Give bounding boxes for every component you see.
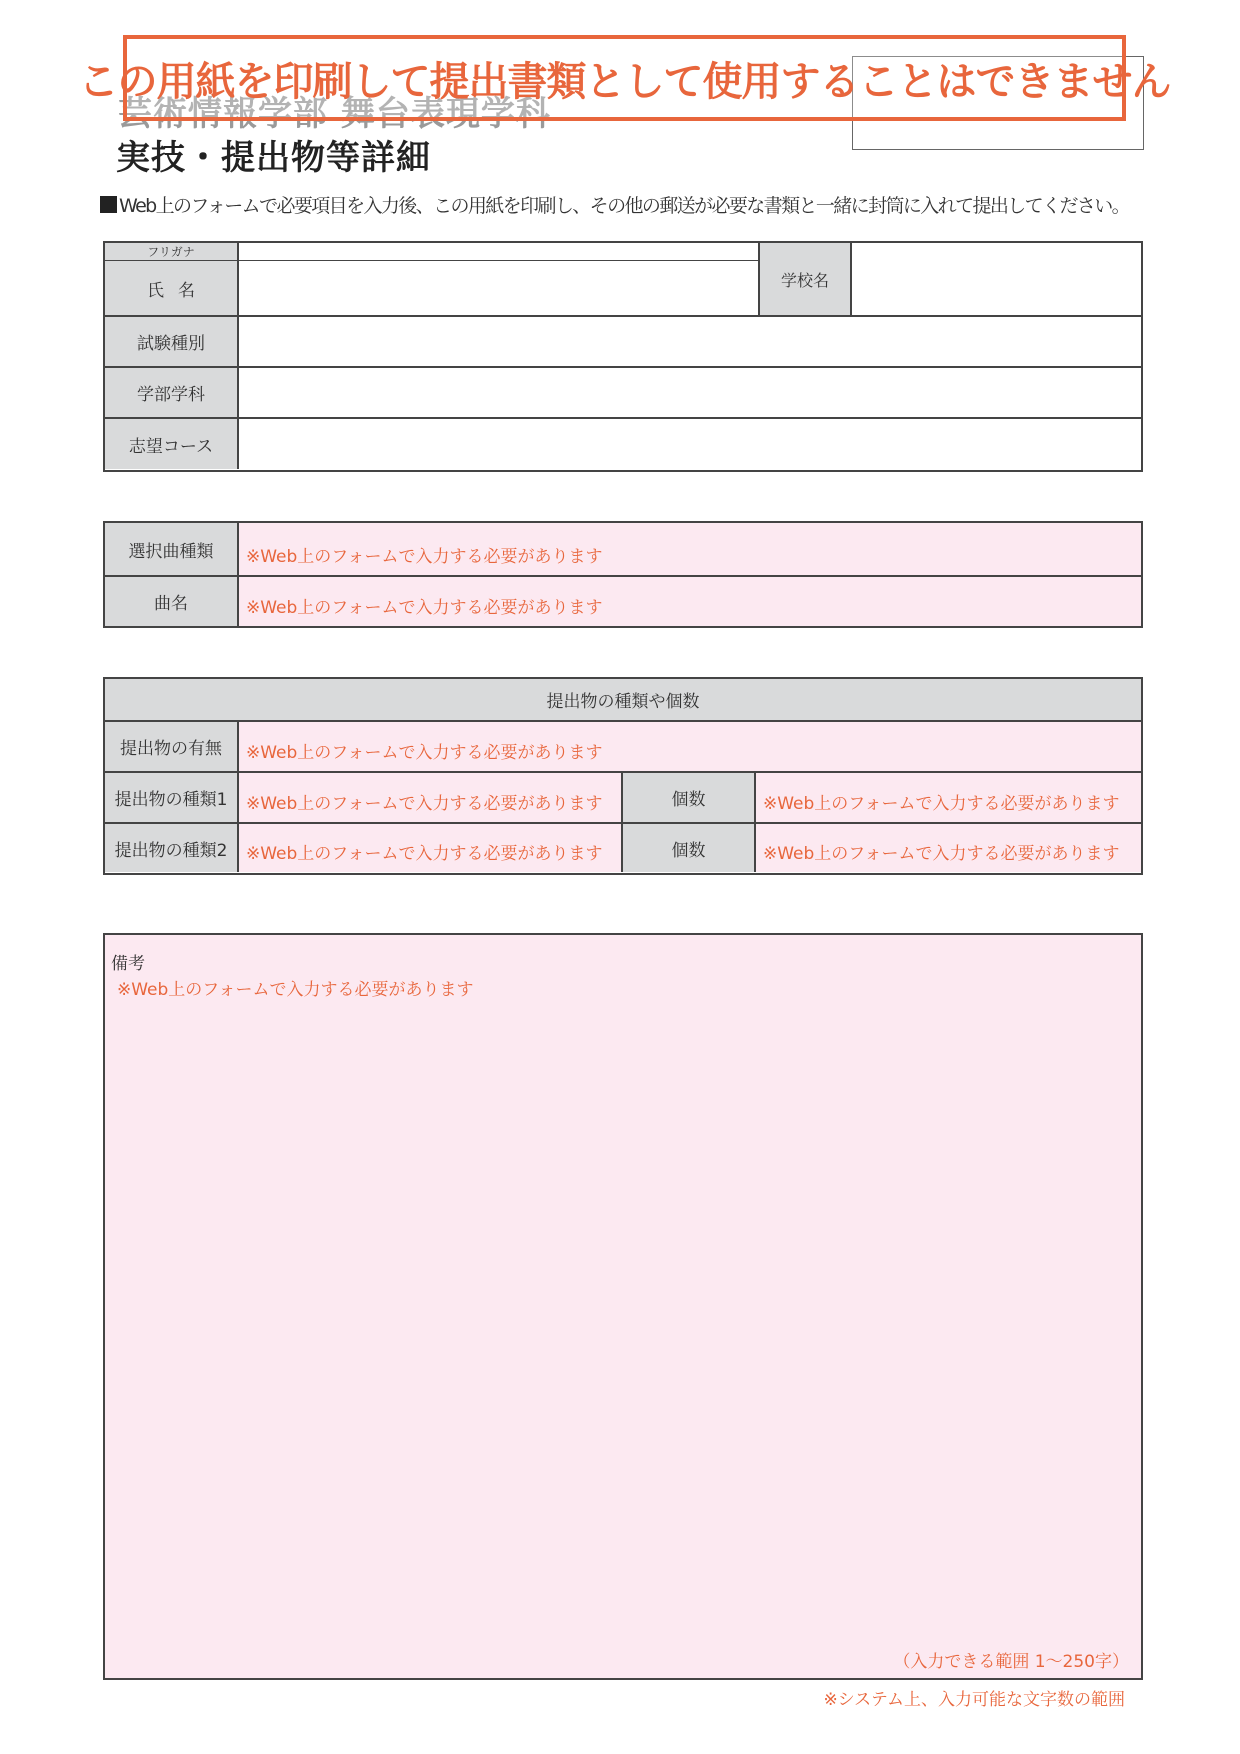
- submission-type2-field[interactable]: ※Web上のフォームで入力する必要があります: [239, 824, 621, 872]
- course-row: [105, 419, 1141, 469]
- song-name-label: 曲名: [105, 577, 239, 626]
- remarks-label: 備考: [111, 954, 145, 974]
- print-warning-text: この用紙を印刷して提出書類として使用することはできません: [78, 58, 1171, 105]
- furigana-label: フリガナ: [105, 243, 237, 261]
- submission-presence-label: 提出物の有無: [105, 722, 239, 771]
- applicant-info-table: [103, 241, 1143, 472]
- exam-type-label: 試験種別: [105, 317, 239, 366]
- submission-type1-row: [105, 771, 1141, 822]
- song-name-row: [105, 575, 1141, 626]
- document-title: 実技・提出物等詳細: [116, 138, 431, 178]
- name-label: 氏名: [105, 261, 237, 315]
- name-label-column: [105, 243, 239, 315]
- exam-type-row: [105, 317, 1141, 368]
- furigana-field[interactable]: [239, 243, 758, 261]
- name-school-row: [105, 243, 1141, 317]
- system-footnote: ※システム上、入力可能な文字数の範囲: [823, 1690, 1125, 1710]
- faculty-label: 学部学科: [105, 368, 239, 417]
- submission-presence-row: [105, 720, 1141, 771]
- school-field[interactable]: [852, 243, 1141, 315]
- submission-type2-label: 提出物の種類2: [105, 824, 239, 872]
- instruction-text: [100, 191, 1160, 218]
- count1-field[interactable]: ※Web上のフォームで入力する必要があります: [756, 773, 1141, 822]
- submissions-table: [103, 677, 1143, 875]
- bullet-square-icon: [100, 196, 117, 213]
- char-limit-note: （入力できる範囲 1〜250字）: [893, 1652, 1129, 1672]
- remarks-value: ※Web上のフォームで入力する必要があります: [117, 980, 474, 1000]
- submission-type1-field[interactable]: ※Web上のフォームで入力する必要があります: [239, 773, 621, 822]
- school-label: 学校名: [760, 243, 852, 315]
- song-type-row: [105, 523, 1141, 575]
- instruction-body: Web上のフォームで必要項目を入力後、この用紙を印刷し、その他の郵送が必要な書類と一緒に封筒に入れて提出してください。: [119, 195, 1130, 217]
- exam-type-field[interactable]: [239, 317, 1141, 366]
- count2-field[interactable]: ※Web上のフォームで入力する必要があります: [756, 824, 1141, 872]
- course-field[interactable]: [239, 419, 1141, 469]
- submission-type1-label: 提出物の種類1: [105, 773, 239, 822]
- name-field[interactable]: [239, 261, 758, 315]
- submission-presence-field[interactable]: ※Web上のフォームで入力する必要があります: [239, 722, 1141, 771]
- song-name-field[interactable]: ※Web上のフォームで入力する必要があります: [239, 577, 1141, 626]
- department-title: 芸術情報学部 舞台表現学科: [118, 94, 551, 134]
- count1-label: 個数: [621, 773, 756, 822]
- remarks-field[interactable]: [103, 933, 1143, 1680]
- faculty-row: [105, 368, 1141, 419]
- song-type-field[interactable]: ※Web上のフォームで入力する必要があります: [239, 523, 1141, 575]
- song-selection-table: [103, 521, 1143, 628]
- submission-type2-row: [105, 822, 1141, 872]
- course-label: 志望コース: [105, 419, 239, 469]
- submissions-header: 提出物の種類や個数: [105, 679, 1141, 720]
- name-value-column: [239, 243, 760, 315]
- faculty-field[interactable]: [239, 368, 1141, 417]
- song-type-label: 選択曲種類: [105, 523, 239, 575]
- print-warning-banner: [78, 35, 1171, 121]
- count2-label: 個数: [621, 824, 756, 872]
